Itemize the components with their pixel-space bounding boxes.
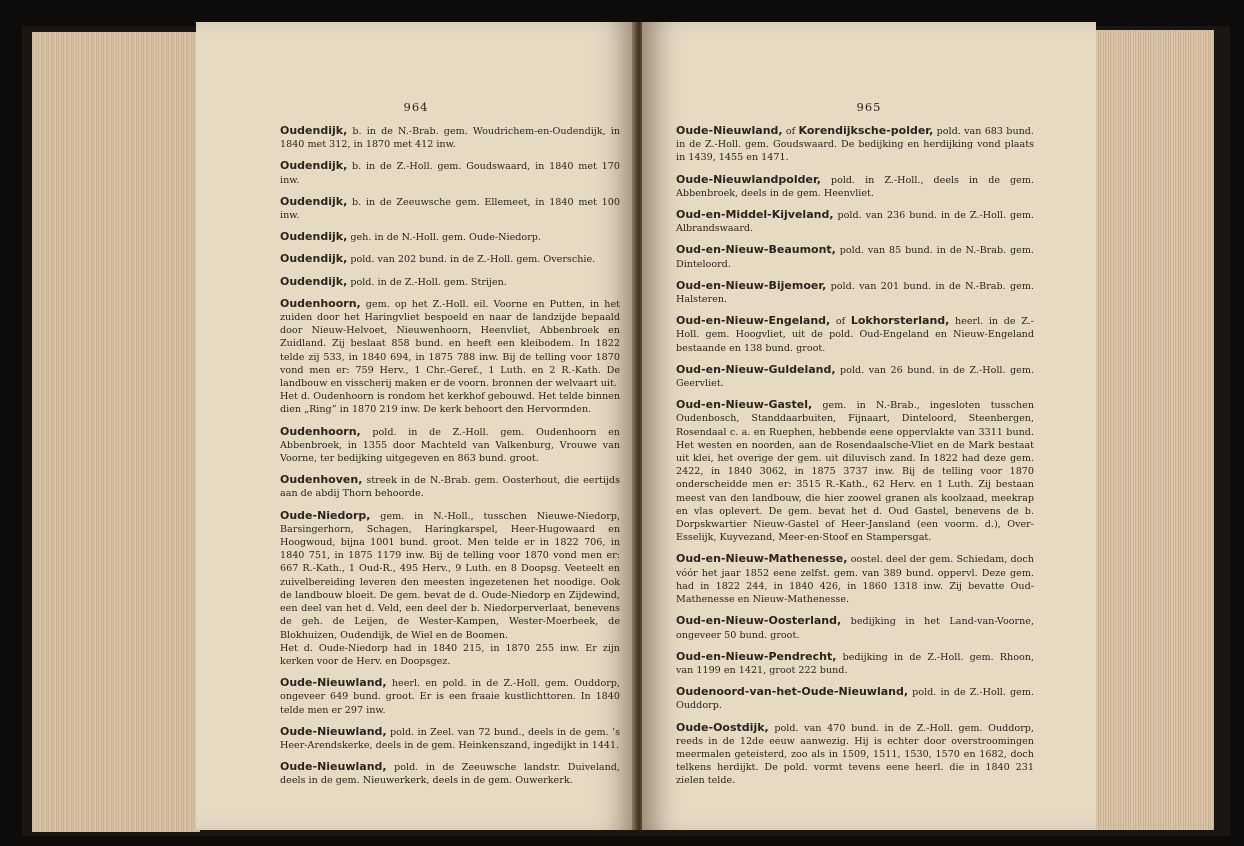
dictionary-entry bbox=[280, 676, 620, 717]
entry-headword: Korendijksche-polder, bbox=[798, 124, 934, 137]
dictionary-entry bbox=[676, 650, 1034, 677]
entry-text: b. in de N.-Brab. gem. Woudrichem-en-Oudendijk, in 1840 met 312, in 1870 met 412 inw. bbox=[280, 126, 620, 151]
dictionary-entry bbox=[280, 473, 620, 500]
dictionary-entry bbox=[280, 124, 620, 151]
entry-headword: Oude-Nieuwlandpolder, bbox=[676, 172, 821, 186]
dictionary-entry bbox=[280, 509, 620, 642]
entry-headword: Oudendijk, bbox=[280, 252, 348, 266]
dictionary-entry bbox=[280, 275, 620, 289]
dictionary-entry bbox=[676, 279, 1034, 306]
entry-headword: Oudenhoorn, bbox=[280, 296, 361, 310]
left-column bbox=[280, 124, 620, 788]
page-edges-left bbox=[32, 32, 200, 832]
dictionary-entry bbox=[676, 243, 1034, 270]
entry-text: pold. in Z.-Holl., deels in de gem. Abbenbroek, deels in de gem. Heenvliet. bbox=[676, 174, 1034, 199]
entry-headword: Oud-en-Nieuw-Gastel, bbox=[676, 398, 813, 412]
right-column bbox=[676, 124, 1034, 788]
entry-text: heerl. en pold. in de Z.-Holl. gem. Ouddorp, ongeveer 649 bund. groot. Er is een fraaie kustlichttoren. In 1840 telde men er 297 inw. bbox=[280, 678, 620, 716]
entry-headword: Oudenhoorn, bbox=[280, 424, 361, 438]
entry-paragraph: Het d. Oudenhoorn is rondom het kerkhof gebouwd. Het telde binnen dien „Ring” in 1870 219 inw. De kerk behoort den Hervormden. bbox=[280, 391, 620, 416]
entry-headword: Oude-Nieuwland, bbox=[676, 124, 783, 137]
entry-headword: Oud-en-Nieuw-Oosterland, bbox=[676, 614, 842, 628]
dictionary-entry bbox=[676, 721, 1034, 788]
entry-headword: Oud-en-Nieuw-Engeland, bbox=[676, 314, 831, 328]
dictionary-entry bbox=[280, 252, 620, 266]
dictionary-entry bbox=[280, 195, 620, 222]
entry-headword: Oudendijk, bbox=[280, 124, 348, 137]
entry-text: bedijking in het Land-van-Voorne, ongeveer 50 bund. groot. bbox=[676, 616, 1034, 641]
entry-text: pold. in Zeel. van 72 bund., deels in de gem. ’s Heer-Arendskerke, deels in de gem. Heinkenszand, ingedijkt in 1441. bbox=[280, 726, 620, 751]
entry-text: of bbox=[782, 126, 799, 137]
entry-text: pold. van 470 bund. in de Z.-Holl. gem. Ouddorp, reeds in de 12de eeuw aanwezig. Hij is echter door overstroomingen meermalen geteisterd, zoo als in 1509, 1511, 1530, 1570 en 1682, doch telkens herdijkt. De pold. vormt tevens eene heerl. die in 1840 231 zielen telde. bbox=[676, 722, 1034, 787]
entry-text: gem. op het Z.-Holl. eil. Voorne en Putten, in het zuiden door het Haringvliet bespoeld en naar de landzijde bepaald door Nieuw-Helvoet, Nieuwenhoorn, Heenvliet, Abbenbroek en Zuidland. Zij beslaat 858 bund. en heeft een kleibodem. In 1822 telde zij 533, in 1840 694, in 1875 788 inw. Bij de telling voor 1870 vond men er: 759 Herv., 1 Chr.-Geref., 1 Luth. en 2 R.-Kath. De landbouw en visscherij maken er de voorn. bronnen der welvaart uit. bbox=[280, 298, 620, 390]
entry-headword: Oudendijk, bbox=[280, 230, 348, 244]
dictionary-entry bbox=[280, 725, 620, 752]
entry-text: gem. in N.-Holl., tusschen Nieuwe-Niedorp, Barsingerhorn, Schagen, Haringkarspel, Heer-Hugowaard en Hoogwoud, bijna 1001 bund. groot. Men telde er in 1822 706, in 1840 751, in 1875 1179 inw. Bij de telling voor 1870 vond men er: 667 R.-Kath., 1 Oud-R., 495 Herv., 9 Luth. en 8 Doopsg. Veeteelt en zuivelbereiding leveren den meesten ingezetenen het noodige. Ook de landbouw bloeit. De gem. bevat de d. Oude-Niedorp en Zijdewind, een deel van het d. Veld, een deel der b. Niedorperverlaat, benevens de geh. de Leijen, de Wester-Kampen, Wester-Moerbeek, de Blokhuizen, Oudendijk, de Wiel en de Boomen. bbox=[280, 510, 620, 641]
dictionary-entry bbox=[676, 124, 1034, 165]
entry-text: streek in de N.-Brab. gem. Oosterhout, die eertijds aan de abdij Thorn behoorde. bbox=[280, 475, 620, 500]
entry-headword: Oudenhoven, bbox=[280, 473, 363, 487]
entry-text: pold. van 683 bund. in de Z.-Holl. gem. Goudswaard. De bedijking en herdijking vond plaats in 1439, 1455 en 1471. bbox=[676, 126, 1034, 164]
entry-text: pold. in de Zeeuwsche landstr. Duiveland, deels in de gem. Nieuwerkerk, deels in de gem. Ouwerkerk. bbox=[280, 762, 620, 787]
dictionary-entry bbox=[280, 425, 620, 466]
dictionary-entry bbox=[280, 297, 620, 390]
entry-headword: Oud-en-Nieuw-Bijemoer, bbox=[676, 278, 827, 292]
entry-text: pold. van 236 bund. in de Z.-Holl. gem. Albrandswaard. bbox=[676, 210, 1034, 235]
entry-headword: Oud-en-Middel-Kijveland, bbox=[676, 208, 834, 222]
entry-text: pold. van 201 bund. in de N.-Brab. gem. Halsteren. bbox=[676, 280, 1034, 306]
entry-headword: Oud-en-Nieuw-Guldeland, bbox=[676, 362, 836, 376]
entry-headword: Oud-en-Nieuw-Mathenesse, bbox=[676, 552, 848, 566]
dictionary-entry bbox=[676, 685, 1034, 712]
dictionary-entry bbox=[676, 552, 1034, 606]
dictionary-entry bbox=[676, 208, 1034, 235]
entry-headword: Oudenoord-van-het-Oude-Nieuwland, bbox=[676, 685, 909, 699]
entry-text: pold. in de Z.-Holl. gem. Strijen. bbox=[347, 276, 507, 288]
entry-text: pold. in de Z.-Holl. gem. Ouddorp. bbox=[676, 687, 1034, 712]
entry-text: oostel. deel der gem. Schiedam, doch vóór het jaar 1852 eene zelfst. gem. van 389 bund. oppervl. Deze gem. had in 1822 244, in 1840 426, in 1860 1318 inw. Zij bevatte Oud-Mathenesse en Nieuw-Mathenesse. bbox=[676, 554, 1034, 606]
entry-text: heerl. in de Z.-Holl. gem. Hoogvliet, uit de pold. Oud-Engeland en Nieuw-Engeland bestaande en 138 bund. groot. bbox=[676, 316, 1034, 354]
dictionary-entry bbox=[280, 159, 620, 186]
entry-headword: Oude-Niedorp, bbox=[280, 508, 371, 522]
page-number: 964 bbox=[403, 100, 429, 114]
entry-headword: Oudendijk, bbox=[280, 159, 348, 173]
dictionary-entry bbox=[676, 314, 1034, 355]
entry-headword: Oud-en-Nieuw-Pendrecht, bbox=[676, 649, 837, 663]
entry-text: pold. van 26 bund. in de Z.-Holl. gem. Geervliet. bbox=[676, 364, 1034, 390]
entry-text: of bbox=[830, 316, 851, 328]
entry-text: pold. van 202 bund. in de Z.-Holl. gem. Overschie. bbox=[347, 254, 596, 266]
dictionary-entry bbox=[280, 230, 620, 244]
entry-headword: Oudendijk, bbox=[280, 194, 348, 208]
dictionary-entry bbox=[676, 398, 1034, 544]
dictionary-entry bbox=[676, 614, 1034, 641]
entry-headword: Oud-en-Nieuw-Beaumont, bbox=[676, 243, 836, 257]
entry-text: pold. in de Z.-Holl. gem. Oudenhoorn en Abbenbroek, in 1355 door Machteld van Valkenburg, Vrouwe van Voorne, ter bedijking uitgegeven en 863 bund. groot. bbox=[280, 426, 620, 465]
entry-text: b. in de Z.-Holl. gem. Goudswaard, in 1840 met 170 inw. bbox=[280, 161, 620, 186]
dictionary-entry bbox=[676, 363, 1034, 390]
entry-headword: Oude-Nieuwland, bbox=[280, 676, 387, 690]
dictionary-entry bbox=[676, 173, 1034, 200]
entry-text: pold. van 85 bund. in de N.-Brab. gem. Dinteloord. bbox=[676, 245, 1034, 270]
entry-text: bedijking in de Z.-Holl. gem. Rhoon, van 1199 en 1421, groot 222 bund. bbox=[676, 651, 1034, 676]
entry-headword: Oude-Nieuwland, bbox=[280, 760, 387, 774]
entry-text: geh. in de N.-Holl. gem. Oude-Niedorp. bbox=[347, 232, 541, 244]
entry-headword: Oude-Nieuwland, bbox=[280, 724, 387, 738]
page-edges-right bbox=[1094, 30, 1214, 830]
entry-text: b. in de Zeeuwsche gem. Ellemeet, in 1840 met 100 inw. bbox=[280, 196, 620, 222]
left-page bbox=[196, 22, 636, 830]
page-number: 965 bbox=[856, 100, 882, 114]
right-page bbox=[642, 22, 1096, 830]
dictionary-entry bbox=[280, 760, 620, 787]
entry-paragraph: Het d. Oude-Niedorp had in 1840 215, in 1870 255 inw. Er zijn kerken voor de Herv. en Doopsgez. bbox=[280, 642, 620, 667]
entry-text: gem. in N.-Brab., ingesloten tusschen Oudenbosch, Standdaarbuiten, Fijnaart, Dinteloord, Steenbergen, Rosendaal c. a. en Ruephen, hebbende eene oppervlakte van 3311 bund. Het westen en noorden, aan de Rosendaalsche-Vliet en de Mark bestaat uit klei, het overige der gem. uit diluvisch zand. In 1822 had deze gem. 2422, in 1840 3062, in 1875 3737 inw. Bij de telling voor 1870 onderscheidde men er: 3515 R.-Kath., 62 Herv. en 1 Luth. Zij bestaan meest van den landbouw, die hier zoowel granen als koolzaad, meekrap en vlas oplevert. De gem. bevat het d. Oud Gastel, benevens de b. Dorpskwartier Nieuw-Gastel of Heer-Jansland (een voorm. d.), Over-Esselijk, Kuyvezand, Meer-en-Stoof en Stampersgat. bbox=[676, 400, 1034, 544]
entry-headword: Oudendijk, bbox=[280, 274, 348, 288]
entry-headword: Oude-Oostdijk, bbox=[676, 720, 769, 734]
entry-headword: Lokhorsterland, bbox=[850, 314, 950, 328]
